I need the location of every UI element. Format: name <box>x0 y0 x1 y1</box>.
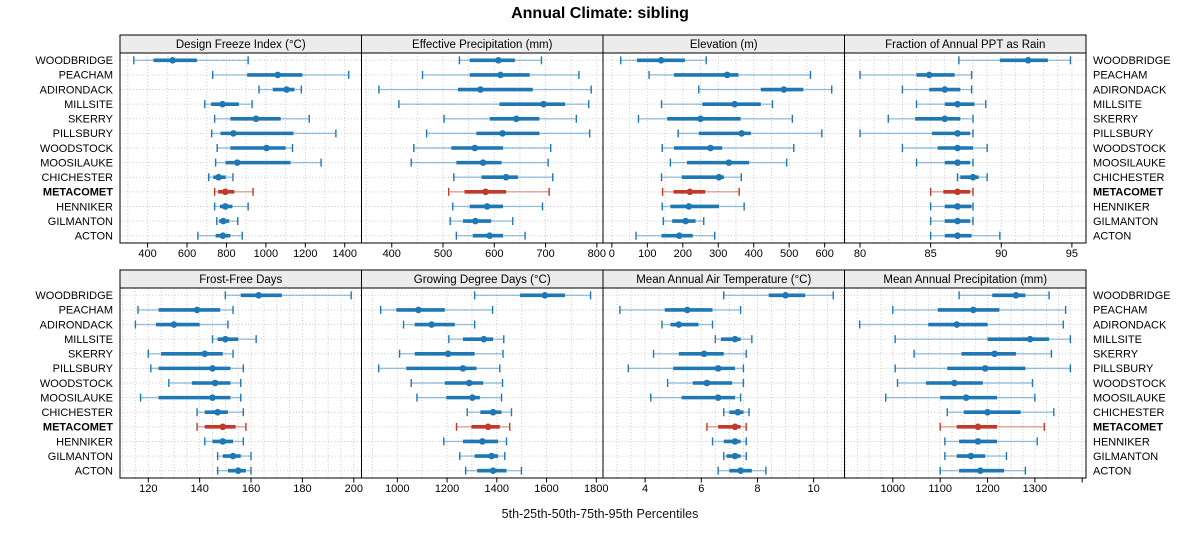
median-dot <box>219 424 226 431</box>
median-dot <box>982 365 989 372</box>
median-dot <box>194 307 201 314</box>
site-label-right: PEACHAM <box>1093 69 1148 82</box>
median-dot <box>1013 292 1020 299</box>
median-dot <box>222 189 229 196</box>
axis-tick-label: 400 <box>382 248 401 260</box>
median-dot <box>738 130 745 137</box>
median-dot <box>219 101 226 108</box>
median-dot <box>283 86 290 93</box>
axis-tick-label: 10 <box>807 483 820 495</box>
median-dot <box>263 145 270 152</box>
site-label-right: GILMANTON <box>1093 215 1159 228</box>
site-label-right: HENNIKER <box>1093 436 1150 449</box>
median-dot <box>220 218 227 225</box>
median-dot <box>503 174 510 181</box>
site-label-left: PEACHAM <box>58 304 113 317</box>
site-label-left: MILLSITE <box>64 333 113 346</box>
median-dot <box>214 409 221 416</box>
site-label-right: PILLSBURY <box>1093 363 1154 376</box>
site-label-right: MILLSITE <box>1093 333 1142 346</box>
panel-strip-title: Fraction of Annual PPT as Rain <box>885 39 1046 51</box>
median-dot <box>253 115 260 122</box>
axis-tick-label: 400 <box>744 248 763 260</box>
axis-tick-label: 120 <box>139 483 158 495</box>
axis-tick-label: 600 <box>177 248 197 260</box>
median-dot <box>954 101 961 108</box>
median-dot <box>212 380 219 387</box>
axis-tick-label: 1600 <box>534 483 559 495</box>
median-dot <box>676 321 683 328</box>
median-dot <box>1027 336 1034 343</box>
axis-tick-label: 0 <box>608 248 615 260</box>
median-dot <box>428 321 435 328</box>
site-label-left: HENNIKER <box>56 436 113 449</box>
median-dot <box>499 130 506 137</box>
axis-tick-label: 1200 <box>975 483 1000 495</box>
median-dot <box>953 321 960 328</box>
median-dot <box>954 203 961 210</box>
median-dot <box>732 453 739 460</box>
median-dot <box>542 292 549 299</box>
median-dot <box>477 86 484 93</box>
axis-tick-label: 500 <box>433 248 453 260</box>
median-dot <box>701 350 708 357</box>
median-dot <box>991 350 998 357</box>
axis-tick-label: 700 <box>536 248 555 260</box>
median-dot <box>697 115 704 122</box>
site-label-left: METACOMET <box>42 186 113 199</box>
median-dot <box>731 101 738 108</box>
axis-tick-label: 500 <box>779 248 799 260</box>
axis-tick-label: 6 <box>698 483 705 495</box>
axis-tick-label: 400 <box>138 248 157 260</box>
median-dot <box>941 86 948 93</box>
site-label-right: ACTON <box>1093 465 1132 478</box>
site-label-left: WOODBRIDGE <box>35 55 113 68</box>
median-dot <box>209 394 216 401</box>
site-label-right: WOODSTOCK <box>1093 142 1167 155</box>
site-label-right: MILLSITE <box>1093 98 1142 111</box>
axis-tick-label: 85 <box>924 248 937 260</box>
axis-tick-label: 1200 <box>434 483 460 495</box>
median-dot <box>686 203 693 210</box>
median-dot <box>954 189 961 196</box>
median-dot <box>469 394 476 401</box>
median-dot <box>540 101 547 108</box>
axis-tick-label: 200 <box>673 248 692 260</box>
median-dot <box>975 424 982 431</box>
axis-tick-label: 1000 <box>880 483 906 495</box>
site-label-right: SKERRY <box>1093 113 1139 126</box>
median-dot <box>954 145 961 152</box>
figure-caption: 5th-25th-50th-75th-95th Percentiles <box>501 507 699 521</box>
median-dot <box>486 232 493 239</box>
panel-strip-title: Mean Annual Air Temperature (°C) <box>636 274 812 286</box>
median-dot <box>215 174 222 181</box>
median-dot <box>941 115 948 122</box>
panel-strip-title: Design Freeze Index (°C) <box>175 39 306 51</box>
site-label-left: GILMANTON <box>47 450 113 463</box>
axis-tick-label: 140 <box>190 483 209 495</box>
median-dot <box>495 57 502 64</box>
median-dot <box>513 115 520 122</box>
median-dot <box>415 307 422 314</box>
median-dot <box>726 159 733 166</box>
median-dot <box>220 232 227 239</box>
median-dot <box>704 380 711 387</box>
median-dot <box>781 86 788 93</box>
median-dot <box>1025 57 1032 64</box>
site-label-left: WOODBRIDGE <box>35 290 113 303</box>
median-dot <box>977 467 984 474</box>
site-label-right: WOODBRIDGE <box>1093 290 1171 303</box>
median-dot <box>445 350 452 357</box>
median-dot <box>482 189 489 196</box>
site-label-left: HENNIKER <box>56 201 113 214</box>
site-label-left: MILLSITE <box>64 98 113 111</box>
median-dot <box>984 409 991 416</box>
median-dot <box>490 467 497 474</box>
site-label-right: SKERRY <box>1093 348 1139 361</box>
median-dot <box>970 174 977 181</box>
site-label-left: ACTON <box>74 230 113 243</box>
median-dot <box>707 145 714 152</box>
site-label-right: MOOSILAUKE <box>1093 157 1166 170</box>
median-dot <box>682 218 689 225</box>
median-dot <box>716 174 723 181</box>
site-label-right: METACOMET <box>1093 186 1164 199</box>
site-label-left: WOODSTOCK <box>39 142 113 155</box>
axis-tick-label: 80 <box>853 248 867 260</box>
site-label-right: ADIRONDACK <box>1093 84 1167 97</box>
median-dot <box>472 145 479 152</box>
axis-tick-label: 90 <box>995 248 1008 260</box>
median-dot <box>472 218 479 225</box>
site-label-right: WOODSTOCK <box>1093 377 1167 390</box>
median-dot <box>954 218 961 225</box>
site-label-left: METACOMET <box>42 421 113 434</box>
median-dot <box>481 336 488 343</box>
median-dot <box>737 467 744 474</box>
axis-tick-label: 300 <box>709 248 728 260</box>
median-dot <box>201 350 208 357</box>
panel-strip-title: Frost-Free Days <box>199 274 283 286</box>
panel-strip-title: Elevation (m) <box>689 39 758 51</box>
median-dot <box>209 365 216 372</box>
median-dot <box>171 321 178 328</box>
site-label-left: PILLSBURY <box>52 363 113 376</box>
axis-tick-label: 600 <box>815 248 834 260</box>
site-label-left: WOODSTOCK <box>39 377 113 390</box>
site-label-left: PILLSBURY <box>52 128 113 141</box>
axis-tick-label: 8 <box>754 483 761 495</box>
panel-strip-title: Effective Precipitation (mm) <box>412 39 553 51</box>
site-label-right: PEACHAM <box>1093 304 1148 317</box>
site-label-left: CHICHESTER <box>41 172 113 185</box>
axis-tick-label: 1200 <box>293 248 318 260</box>
median-dot <box>230 130 237 137</box>
median-dot <box>466 380 473 387</box>
median-dot <box>235 467 242 474</box>
axis-tick-label: 1100 <box>928 483 952 495</box>
median-dot <box>274 72 281 79</box>
median-dot <box>222 336 229 343</box>
axis-tick-label: 160 <box>241 483 261 495</box>
axis-tick-label: 1800 <box>584 483 609 495</box>
figure-title: Annual Climate: sibling <box>511 5 689 22</box>
site-label-right: ACTON <box>1093 230 1132 243</box>
site-label-right: GILMANTON <box>1093 450 1159 463</box>
site-label-left: MOOSILAUKE <box>40 392 113 405</box>
panel-strip-title: Growing Degree Days (°C) <box>413 274 551 286</box>
site-label-left: MOOSILAUKE <box>40 157 113 170</box>
axis-tick-label: 1400 <box>332 248 357 260</box>
median-dot <box>219 438 226 445</box>
site-label-left: SKERRY <box>67 348 113 361</box>
median-dot <box>970 307 977 314</box>
median-dot <box>222 203 229 210</box>
median-dot <box>676 232 683 239</box>
median-dot <box>951 380 958 387</box>
axis-tick-label: 100 <box>638 248 657 260</box>
median-dot <box>687 189 694 196</box>
median-dot <box>169 57 176 64</box>
axis-tick-label: 1400 <box>484 483 510 495</box>
median-dot <box>485 424 492 431</box>
site-label-left: CHICHESTER <box>41 407 113 420</box>
median-dot <box>734 409 741 416</box>
median-dot <box>484 203 491 210</box>
site-label-left: PEACHAM <box>58 69 113 82</box>
site-label-left: ADIRONDACK <box>39 84 113 97</box>
median-dot <box>732 424 739 431</box>
axis-tick-label: 4 <box>642 483 649 495</box>
panel-strip-title: Mean Annual Precipitation (mm) <box>883 274 1048 286</box>
site-label-right: ADIRONDACK <box>1093 319 1167 332</box>
median-dot <box>684 307 691 314</box>
site-label-right: HENNIKER <box>1093 201 1150 214</box>
median-dot <box>255 292 262 299</box>
median-dot <box>975 438 982 445</box>
median-dot <box>490 409 497 416</box>
axis-tick-label: 200 <box>344 483 363 495</box>
site-label-right: CHICHESTER <box>1093 172 1165 185</box>
median-dot <box>954 232 961 239</box>
axis-tick-label: 600 <box>485 248 504 260</box>
axis-tick-label: 800 <box>217 248 236 260</box>
axis-tick-label: 180 <box>293 483 312 495</box>
median-dot <box>963 394 970 401</box>
median-dot <box>234 159 241 166</box>
median-dot <box>488 453 495 460</box>
median-dot <box>715 394 722 401</box>
median-dot <box>715 365 722 372</box>
axis-tick-label: 95 <box>1065 248 1079 260</box>
site-label-right: WOODBRIDGE <box>1093 55 1171 68</box>
median-dot <box>926 72 933 79</box>
median-dot <box>479 438 486 445</box>
median-dot <box>732 438 739 445</box>
median-dot <box>954 130 961 137</box>
median-dot <box>230 453 237 460</box>
site-label-right: PILLSBURY <box>1093 128 1154 141</box>
median-dot <box>968 453 975 460</box>
site-label-left: GILMANTON <box>47 215 113 228</box>
median-dot <box>460 365 467 372</box>
axis-tick-label: 1000 <box>253 248 279 260</box>
site-label-right: METACOMET <box>1093 421 1164 434</box>
median-dot <box>724 72 731 79</box>
median-dot <box>658 57 665 64</box>
axis-tick-label: 1300 <box>1022 483 1048 495</box>
median-dot <box>480 159 487 166</box>
site-label-right: CHICHESTER <box>1093 407 1165 420</box>
site-label-left: SKERRY <box>67 113 113 126</box>
axis-tick-label: 1000 <box>385 483 410 495</box>
site-label-left: ADIRONDACK <box>39 319 113 332</box>
site-label-right: MOOSILAUKE <box>1093 392 1166 405</box>
median-dot <box>782 292 789 299</box>
median-dot <box>497 72 504 79</box>
median-dot <box>954 159 961 166</box>
site-label-left: ACTON <box>74 465 113 478</box>
median-dot <box>732 336 739 343</box>
axis-tick-label: 800 <box>587 248 607 260</box>
